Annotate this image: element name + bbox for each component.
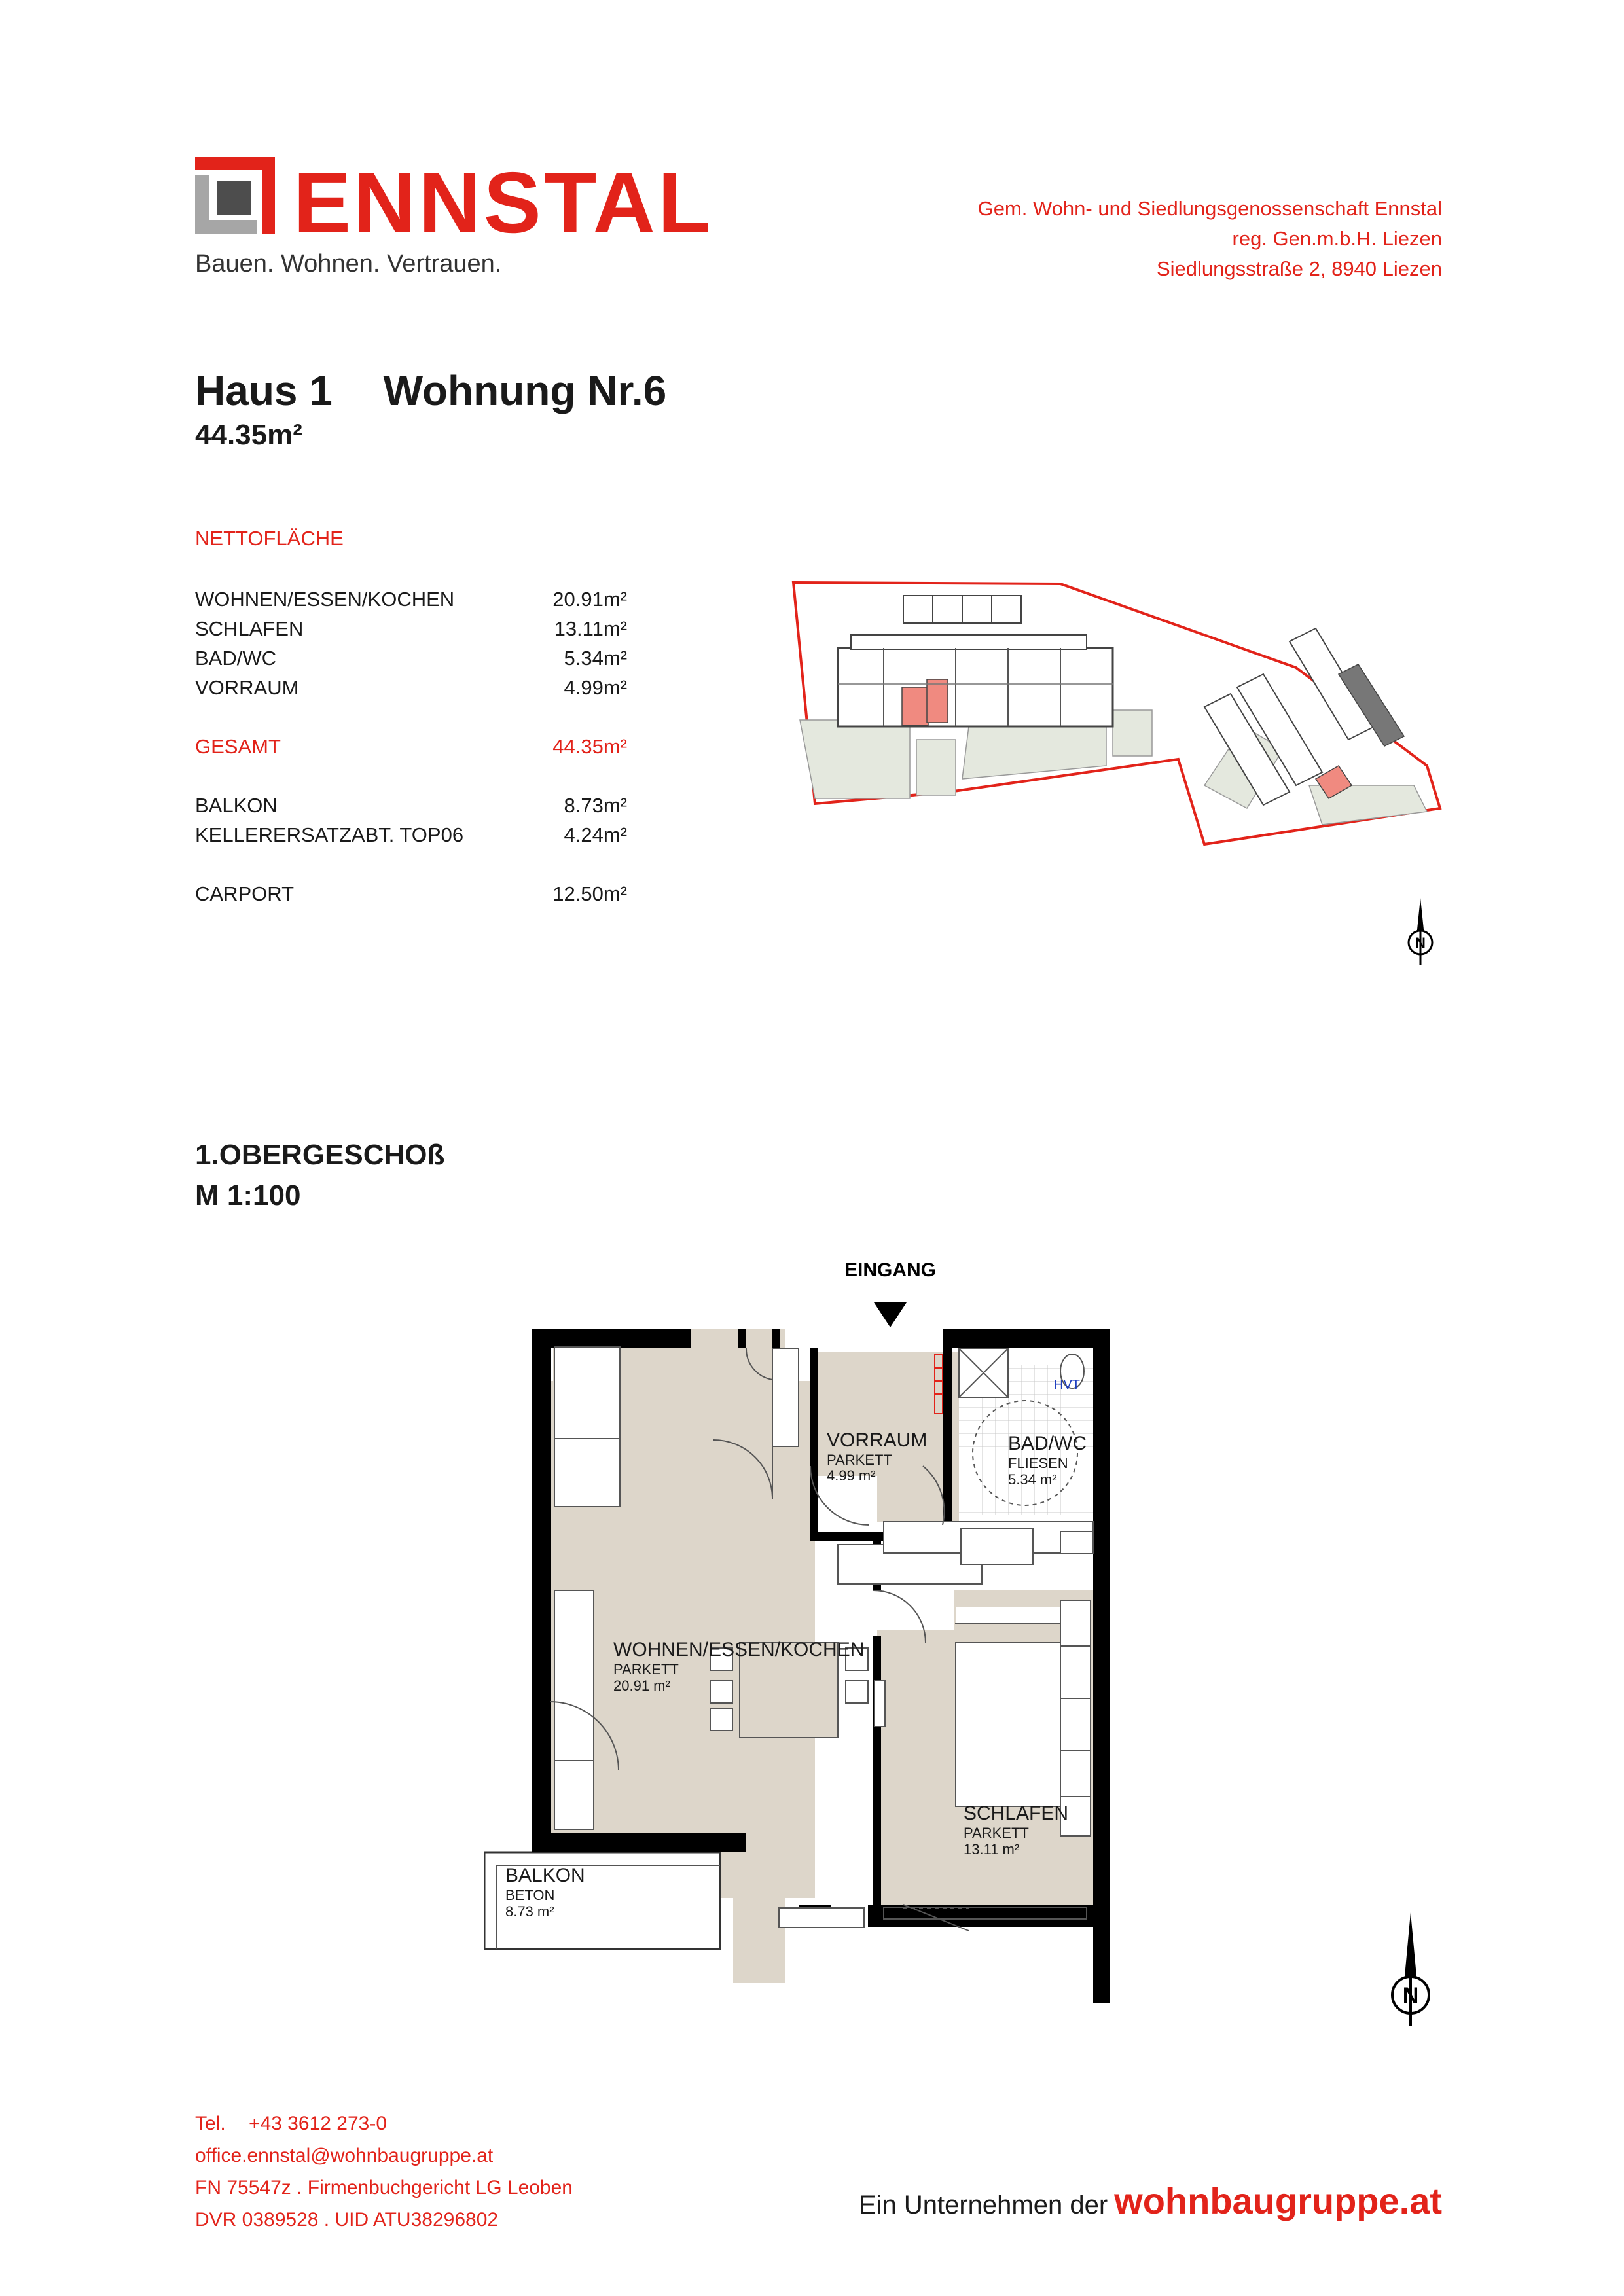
room-name-balkon: BALKON	[505, 1865, 585, 1886]
apartment-area: 44.35m²	[195, 419, 302, 451]
area-label: BALKON	[195, 793, 278, 817]
company-line: Gem. Wohn- und Siedlungsgenossenschaft Ennstal	[977, 197, 1442, 220]
haus-label: Haus 1	[195, 367, 333, 414]
hvt-label: HVT	[1054, 1378, 1080, 1392]
entrance-arrow-icon	[874, 1302, 907, 1327]
area-row	[195, 584, 627, 614]
area-label: KELLERERSATZABT. TOP06	[195, 823, 464, 846]
area-value: 13.11m²	[554, 617, 627, 640]
ennstal-logo-icon	[195, 157, 275, 234]
area-value: 44.35m²	[552, 734, 627, 758]
room-area-wohnen: 20.91 m²	[613, 1677, 670, 1694]
area-label: CARPORT	[195, 882, 295, 905]
area-value: 8.73m²	[564, 793, 627, 817]
contact-fn: FN 75547z . Firmenbuchgericht LG Leoben	[195, 2177, 573, 2198]
room-floor-bad: FLIESEN	[1008, 1455, 1068, 1471]
room-floor-vorraum: PARKETT	[827, 1452, 892, 1468]
phone-label: Tel.	[195, 2113, 226, 2134]
room-area-vorraum: 4.99 m²	[827, 1467, 876, 1484]
floor-label	[195, 1135, 444, 1216]
room-name-vorraum: VORRAUM	[827, 1429, 928, 1451]
room-area-balkon: 8.73 m²	[505, 1903, 554, 1920]
contact-phone	[195, 2108, 573, 2140]
area-label: VORRAUM	[195, 675, 299, 699]
area-row	[195, 791, 627, 820]
group-text: Ein Unternehmen der	[858, 2191, 1108, 2219]
room-floor-wohnen: PARKETT	[613, 1661, 679, 1677]
site-north-arrow-icon	[1401, 897, 1440, 966]
floor-level: 1.OBERGESCHOß	[195, 1139, 445, 1171]
plan-north-label: N	[1402, 1983, 1419, 2008]
area-heading: NETTOFLÄCHE	[195, 527, 344, 550]
room-floor-balkon: BETON	[505, 1887, 555, 1903]
page-title	[195, 367, 666, 415]
phone-number[interactable]: +43 3612 273-0	[249, 2113, 388, 2134]
room-name-wohnen: WOHNEN/ESSEN/KOCHEN	[613, 1639, 865, 1660]
room-name-bad: BAD/WC	[1008, 1433, 1087, 1454]
area-row	[195, 614, 627, 643]
site-plan	[785, 569, 1453, 857]
area-row	[195, 820, 627, 850]
plan-north-arrow-icon	[1381, 1911, 1440, 2029]
area-total-row	[195, 732, 627, 761]
room-area-schlafen: 13.11 m²	[964, 1841, 1020, 1857]
logo-wordmark: ENNSTAL	[293, 154, 713, 251]
floor-scale: M 1:100	[195, 1179, 301, 1211]
tagline: Bauen. Wohnen. Vertrauen.	[195, 250, 502, 278]
site-north-label: N	[1415, 935, 1426, 951]
area-row	[195, 643, 627, 673]
area-label: SCHLAFEN	[195, 617, 304, 640]
company-address	[978, 194, 1442, 284]
room-area-bad: 5.34 m²	[1008, 1471, 1057, 1488]
contact-block	[195, 2108, 573, 2236]
area-label: WOHNEN/ESSEN/KOCHEN	[195, 587, 455, 611]
area-table	[195, 527, 627, 908]
area-value: 12.50m²	[552, 882, 627, 905]
area-label: GESAMT	[195, 734, 281, 758]
room-name-schlafen: SCHLAFEN	[964, 1803, 1069, 1824]
area-value: 20.91m²	[552, 587, 627, 611]
area-value: 4.99m²	[564, 675, 627, 699]
area-row	[195, 879, 627, 908]
company-line: Siedlungsstraße 2, 8940 Liezen	[1156, 257, 1442, 280]
contact-dvr: DVR 0389528 . UID ATU38296802	[195, 2209, 499, 2231]
area-label: BAD/WC	[195, 646, 276, 670]
group-brand	[859, 2179, 1442, 2222]
room-floor-schlafen: PARKETT	[964, 1825, 1029, 1841]
area-value: 4.24m²	[564, 823, 627, 846]
area-row	[195, 673, 627, 702]
group-brand-logo[interactable]: wohnbaugruppe.at	[1114, 2180, 1442, 2221]
company-line: reg. Gen.m.b.H. Liezen	[1232, 227, 1442, 250]
floor-plan	[484, 1250, 1139, 2003]
entrance-label: EINGANG	[844, 1259, 937, 1281]
contact-email[interactable]: office.ennstal@wohnbaugruppe.at	[195, 2145, 494, 2166]
wohnung-label: Wohnung Nr.6	[383, 367, 667, 414]
area-value: 5.34m²	[564, 646, 627, 670]
